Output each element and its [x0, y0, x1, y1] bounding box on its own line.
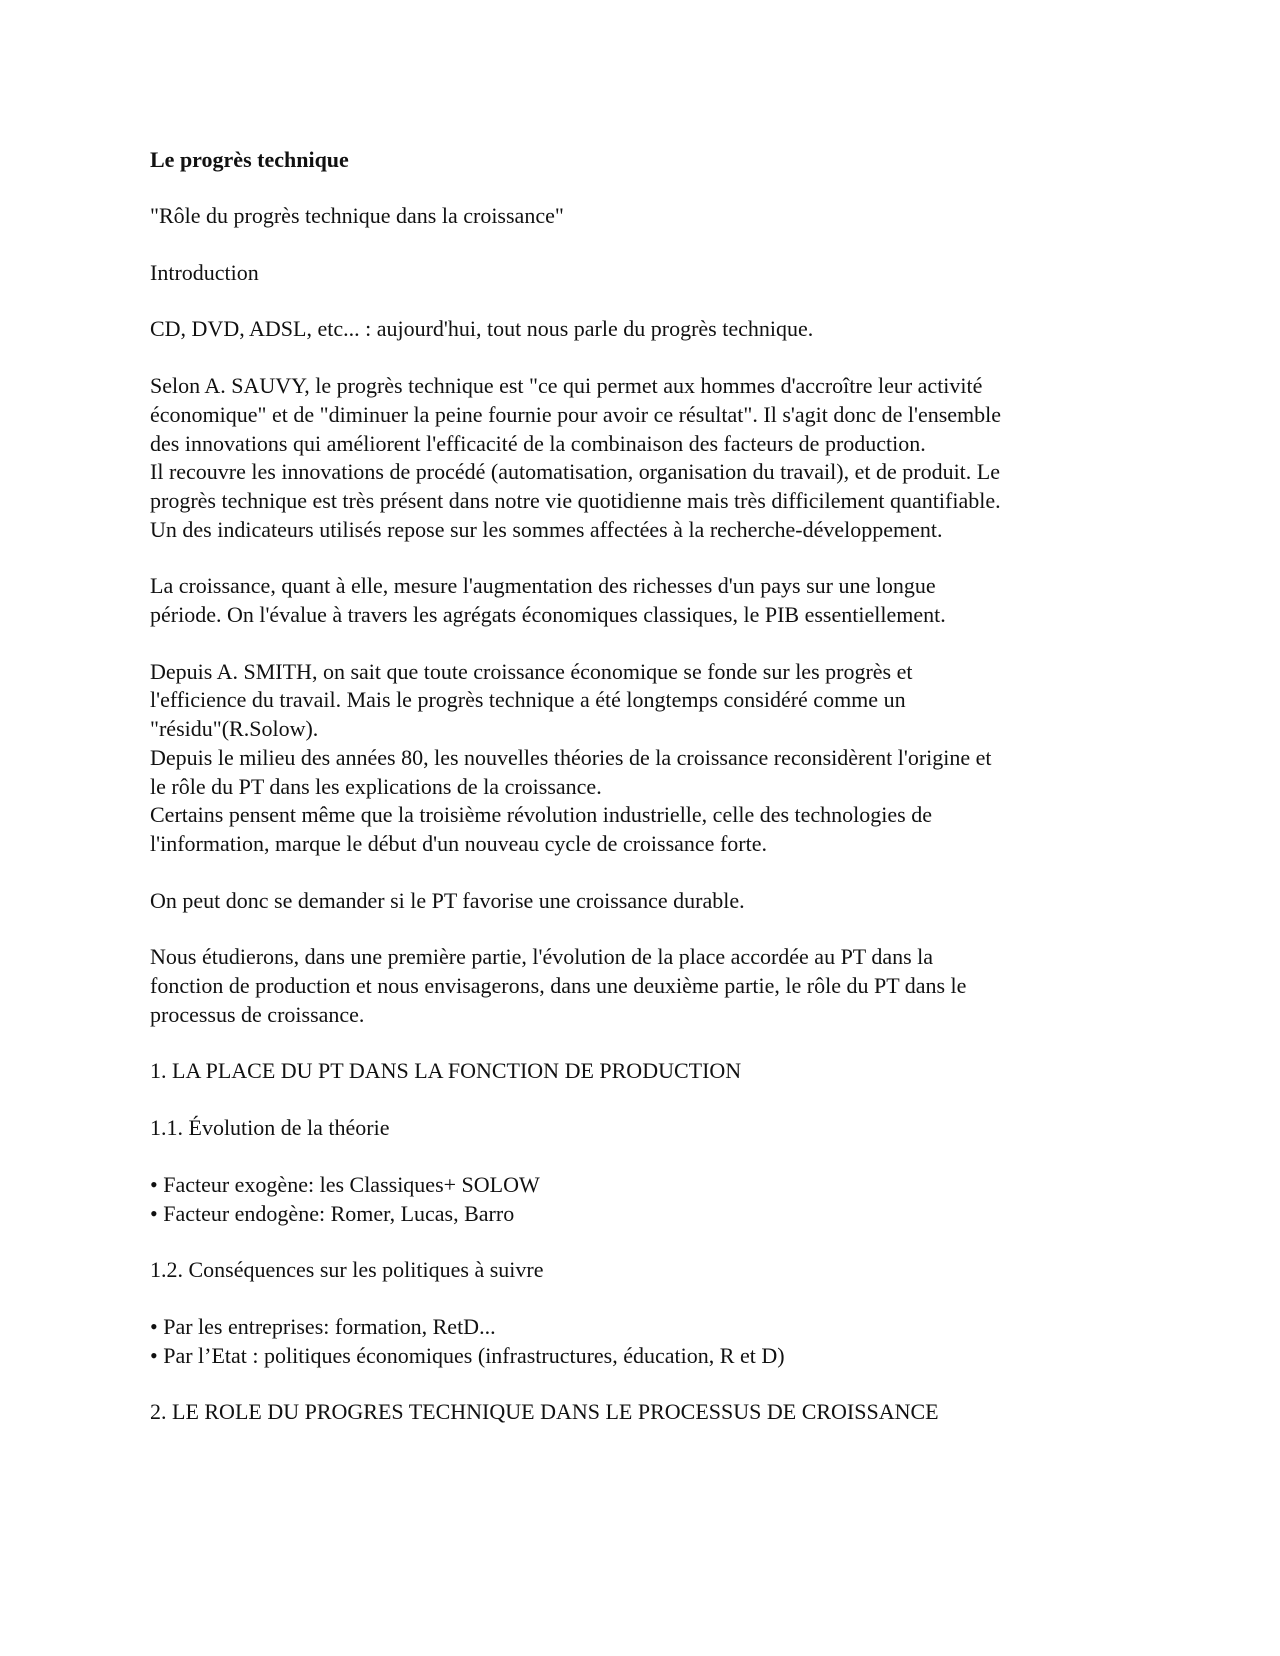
section-1-1-heading: 1.1. Évolution de la théorie: [150, 1115, 390, 1141]
paragraph-line: le rôle du PT dans les explications de la croissance.: [150, 773, 602, 799]
intro-paragraph-1: [150, 315, 1150, 344]
paragraph-line: Depuis le milieu des années 80, les nouvelles théories de la croissance reconsidèrent l'origine et: [150, 744, 992, 770]
paragraph-line: Selon A. SAUVY, le progrès technique est "ce qui permet aux hommes d'accroître leur activité: [150, 373, 983, 399]
section-2-heading: 2. LE ROLE DU PROGRES TECHNIQUE DANS LE PROCESSUS DE CROISSANCE: [150, 1399, 939, 1425]
intro-paragraph-5: [150, 887, 1150, 916]
list-item: • Facteur exogène: les Classiques+ SOLOW: [150, 1171, 540, 1197]
paragraph-line: progrès technique est très présent dans notre vie quotidienne mais très difficilement quantifiable.: [150, 487, 1001, 513]
subject-line: "Rôle du progrès technique dans la croissance": [150, 203, 564, 228]
paragraph-line: Il recouvre les innovations de procédé (automatisation, organisation du travail), et de produit. Le: [150, 459, 1000, 485]
paragraph-line: l'efficience du travail. Mais le progrès technique a été longtemps considéré comme un: [150, 687, 906, 713]
paragraph-line: processus de croissance.: [150, 1001, 365, 1027]
bullet-list-1: [150, 1171, 1150, 1228]
list-item: • Par les entreprises: formation, RetD...: [150, 1313, 496, 1339]
intro-paragraph-6: [150, 943, 1150, 1029]
paragraph-line: des innovations qui améliorent l'efficacité de la combinaison des facteurs de production.: [150, 430, 926, 456]
list-item: • Par l’Etat : politiques économiques (infrastructures, éducation, R et D): [150, 1342, 785, 1368]
bullet-list-2: [150, 1313, 1150, 1370]
intro-paragraph-2: [150, 372, 1150, 544]
introduction-heading: Introduction: [150, 259, 259, 285]
paragraph-line: Depuis A. SMITH, on sait que toute croissance économique se fonde sur les progrès et: [150, 658, 913, 684]
paragraph-line: période. On l'évalue à travers les agrégats économiques classiques, le PIB essentiellement.: [150, 602, 946, 628]
paragraph-line: l'information, marque le début d'un nouveau cycle de croissance forte.: [150, 830, 767, 856]
paragraph-line: Certains pensent même que la troisième révolution industrielle, celle des technologies de: [150, 802, 932, 828]
intro-paragraph-3: [150, 572, 1150, 629]
list-item: • Facteur endogène: Romer, Lucas, Barro: [150, 1200, 515, 1226]
section-1-heading: 1. LA PLACE DU PT DANS LA FONCTION DE PRODUCTION: [150, 1058, 742, 1084]
paragraph-line: "résidu"(R.Solow).: [150, 716, 319, 742]
paragraph-line: Nous étudierons, dans une première partie, l'évolution de la place accordée au PT dans la: [150, 944, 934, 970]
document-page: [150, 146, 1150, 1455]
paragraph-line: CD, DVD, ADSL, etc... : aujourd'hui, tout nous parle du progrès technique.: [150, 316, 814, 342]
section-1-2-heading: 1.2. Conséquences sur les politiques à suivre: [150, 1257, 544, 1283]
paragraph-line: économique" et de "diminuer la peine fournie pour avoir ce résultat". Il s'agit donc de l'ensemble: [150, 401, 1002, 427]
paragraph-line: Un des indicateurs utilisés repose sur les sommes affectées à la recherche-développement.: [150, 516, 943, 542]
paragraph-line: fonction de production et nous envisagerons, dans une deuxième partie, le rôle du PT dans le: [150, 973, 967, 999]
document-title: Le progrès technique: [150, 147, 349, 172]
intro-paragraph-4: [150, 658, 1150, 859]
paragraph-line: La croissance, quant à elle, mesure l'augmentation des richesses d'un pays sur une longue: [150, 573, 936, 599]
paragraph-line: On peut donc se demander si le PT favorise une croissance durable.: [150, 887, 745, 913]
